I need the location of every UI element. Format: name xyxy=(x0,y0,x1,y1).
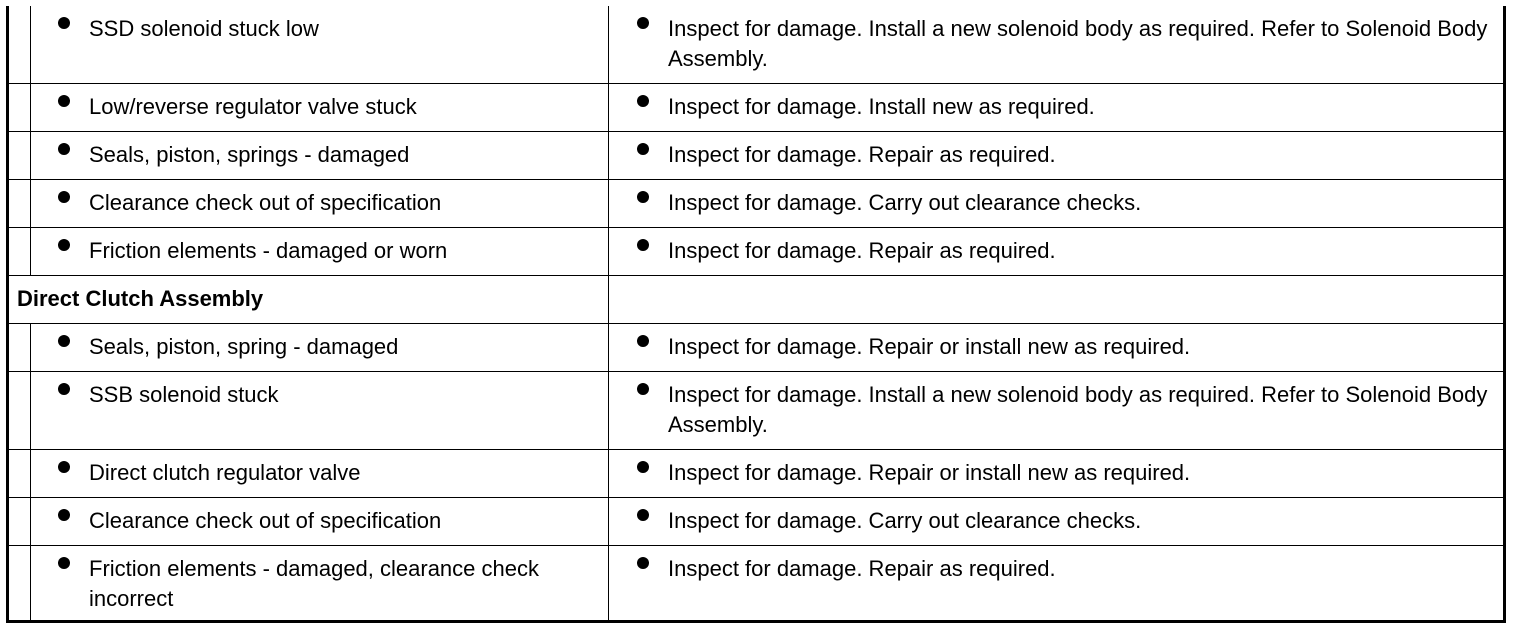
cause-text: Low/reverse regulator valve stuck xyxy=(89,94,417,119)
bullet-icon xyxy=(637,557,649,569)
action-text: Inspect for damage. Carry out clearance checks. xyxy=(668,508,1142,533)
table-row xyxy=(9,324,1503,372)
bullet-icon xyxy=(58,509,70,521)
action-text: Inspect for damage. Repair as required. xyxy=(668,556,1056,581)
table-row xyxy=(9,84,1503,132)
table-row xyxy=(9,372,1503,450)
table-row xyxy=(9,6,1503,84)
section-heading-row xyxy=(9,276,1503,324)
action-text: Inspect for damage. Carry out clearance checks. xyxy=(668,190,1142,215)
cause-text: Direct clutch regulator valve xyxy=(89,460,361,485)
bullet-icon xyxy=(637,191,649,203)
row-gutter xyxy=(9,372,31,449)
action-text: Inspect for damage. Install a new solenoid body as required. Refer to Solenoid Body Assembly. xyxy=(668,16,1488,71)
bullet-icon xyxy=(637,17,649,29)
bullet-icon xyxy=(637,143,649,155)
row-gutter xyxy=(9,450,31,497)
bullet-icon xyxy=(58,191,70,203)
row-gutter xyxy=(9,546,31,620)
table-row xyxy=(9,546,1503,620)
row-gutter xyxy=(9,132,31,179)
bullet-icon xyxy=(637,461,649,473)
cause-text: SSD solenoid stuck low xyxy=(89,16,319,41)
cause-text: SSB solenoid stuck xyxy=(89,382,279,407)
row-gutter xyxy=(9,228,31,275)
bullet-icon xyxy=(58,17,70,29)
action-text: Inspect for damage. Install new as required. xyxy=(668,94,1095,119)
bullet-icon xyxy=(58,143,70,155)
action-text: Inspect for damage. Repair or install new as required. xyxy=(668,460,1191,485)
row-gutter xyxy=(9,6,31,83)
bullet-icon xyxy=(58,95,70,107)
action-text: Inspect for damage. Repair as required. xyxy=(668,142,1056,167)
bullet-icon xyxy=(58,383,70,395)
bullet-icon xyxy=(637,95,649,107)
action-text: Inspect for damage. Install a new solenoid body as required. Refer to Solenoid Body Assembly. xyxy=(668,382,1488,437)
table-row xyxy=(9,450,1503,498)
table-row xyxy=(9,228,1503,276)
bullet-icon xyxy=(58,335,70,347)
action-text: Inspect for damage. Repair or install new as required. xyxy=(668,334,1191,359)
cause-text: Friction elements - damaged, clearance check incorrect xyxy=(89,556,539,611)
diagnostic-table xyxy=(6,6,1506,623)
cause-text: Seals, piston, spring - damaged xyxy=(89,334,399,359)
bullet-icon xyxy=(58,461,70,473)
cause-text: Clearance check out of specification xyxy=(89,190,442,215)
row-gutter xyxy=(9,84,31,131)
action-text: Inspect for damage. Repair as required. xyxy=(668,238,1056,263)
bullet-icon xyxy=(637,239,649,251)
bullet-icon xyxy=(637,335,649,347)
bullet-icon xyxy=(58,239,70,251)
table-row xyxy=(9,180,1503,228)
bullet-icon xyxy=(58,557,70,569)
cause-text: Seals, piston, springs - damaged xyxy=(89,142,410,167)
table-row xyxy=(9,498,1503,546)
section-heading: Direct Clutch Assembly xyxy=(17,286,264,311)
row-gutter xyxy=(9,324,31,371)
bullet-icon xyxy=(637,509,649,521)
cause-text: Friction elements - damaged or worn xyxy=(89,238,448,263)
row-gutter xyxy=(9,180,31,227)
row-gutter xyxy=(9,498,31,545)
table-row xyxy=(9,132,1503,180)
bullet-icon xyxy=(637,383,649,395)
cause-text: Clearance check out of specification xyxy=(89,508,442,533)
